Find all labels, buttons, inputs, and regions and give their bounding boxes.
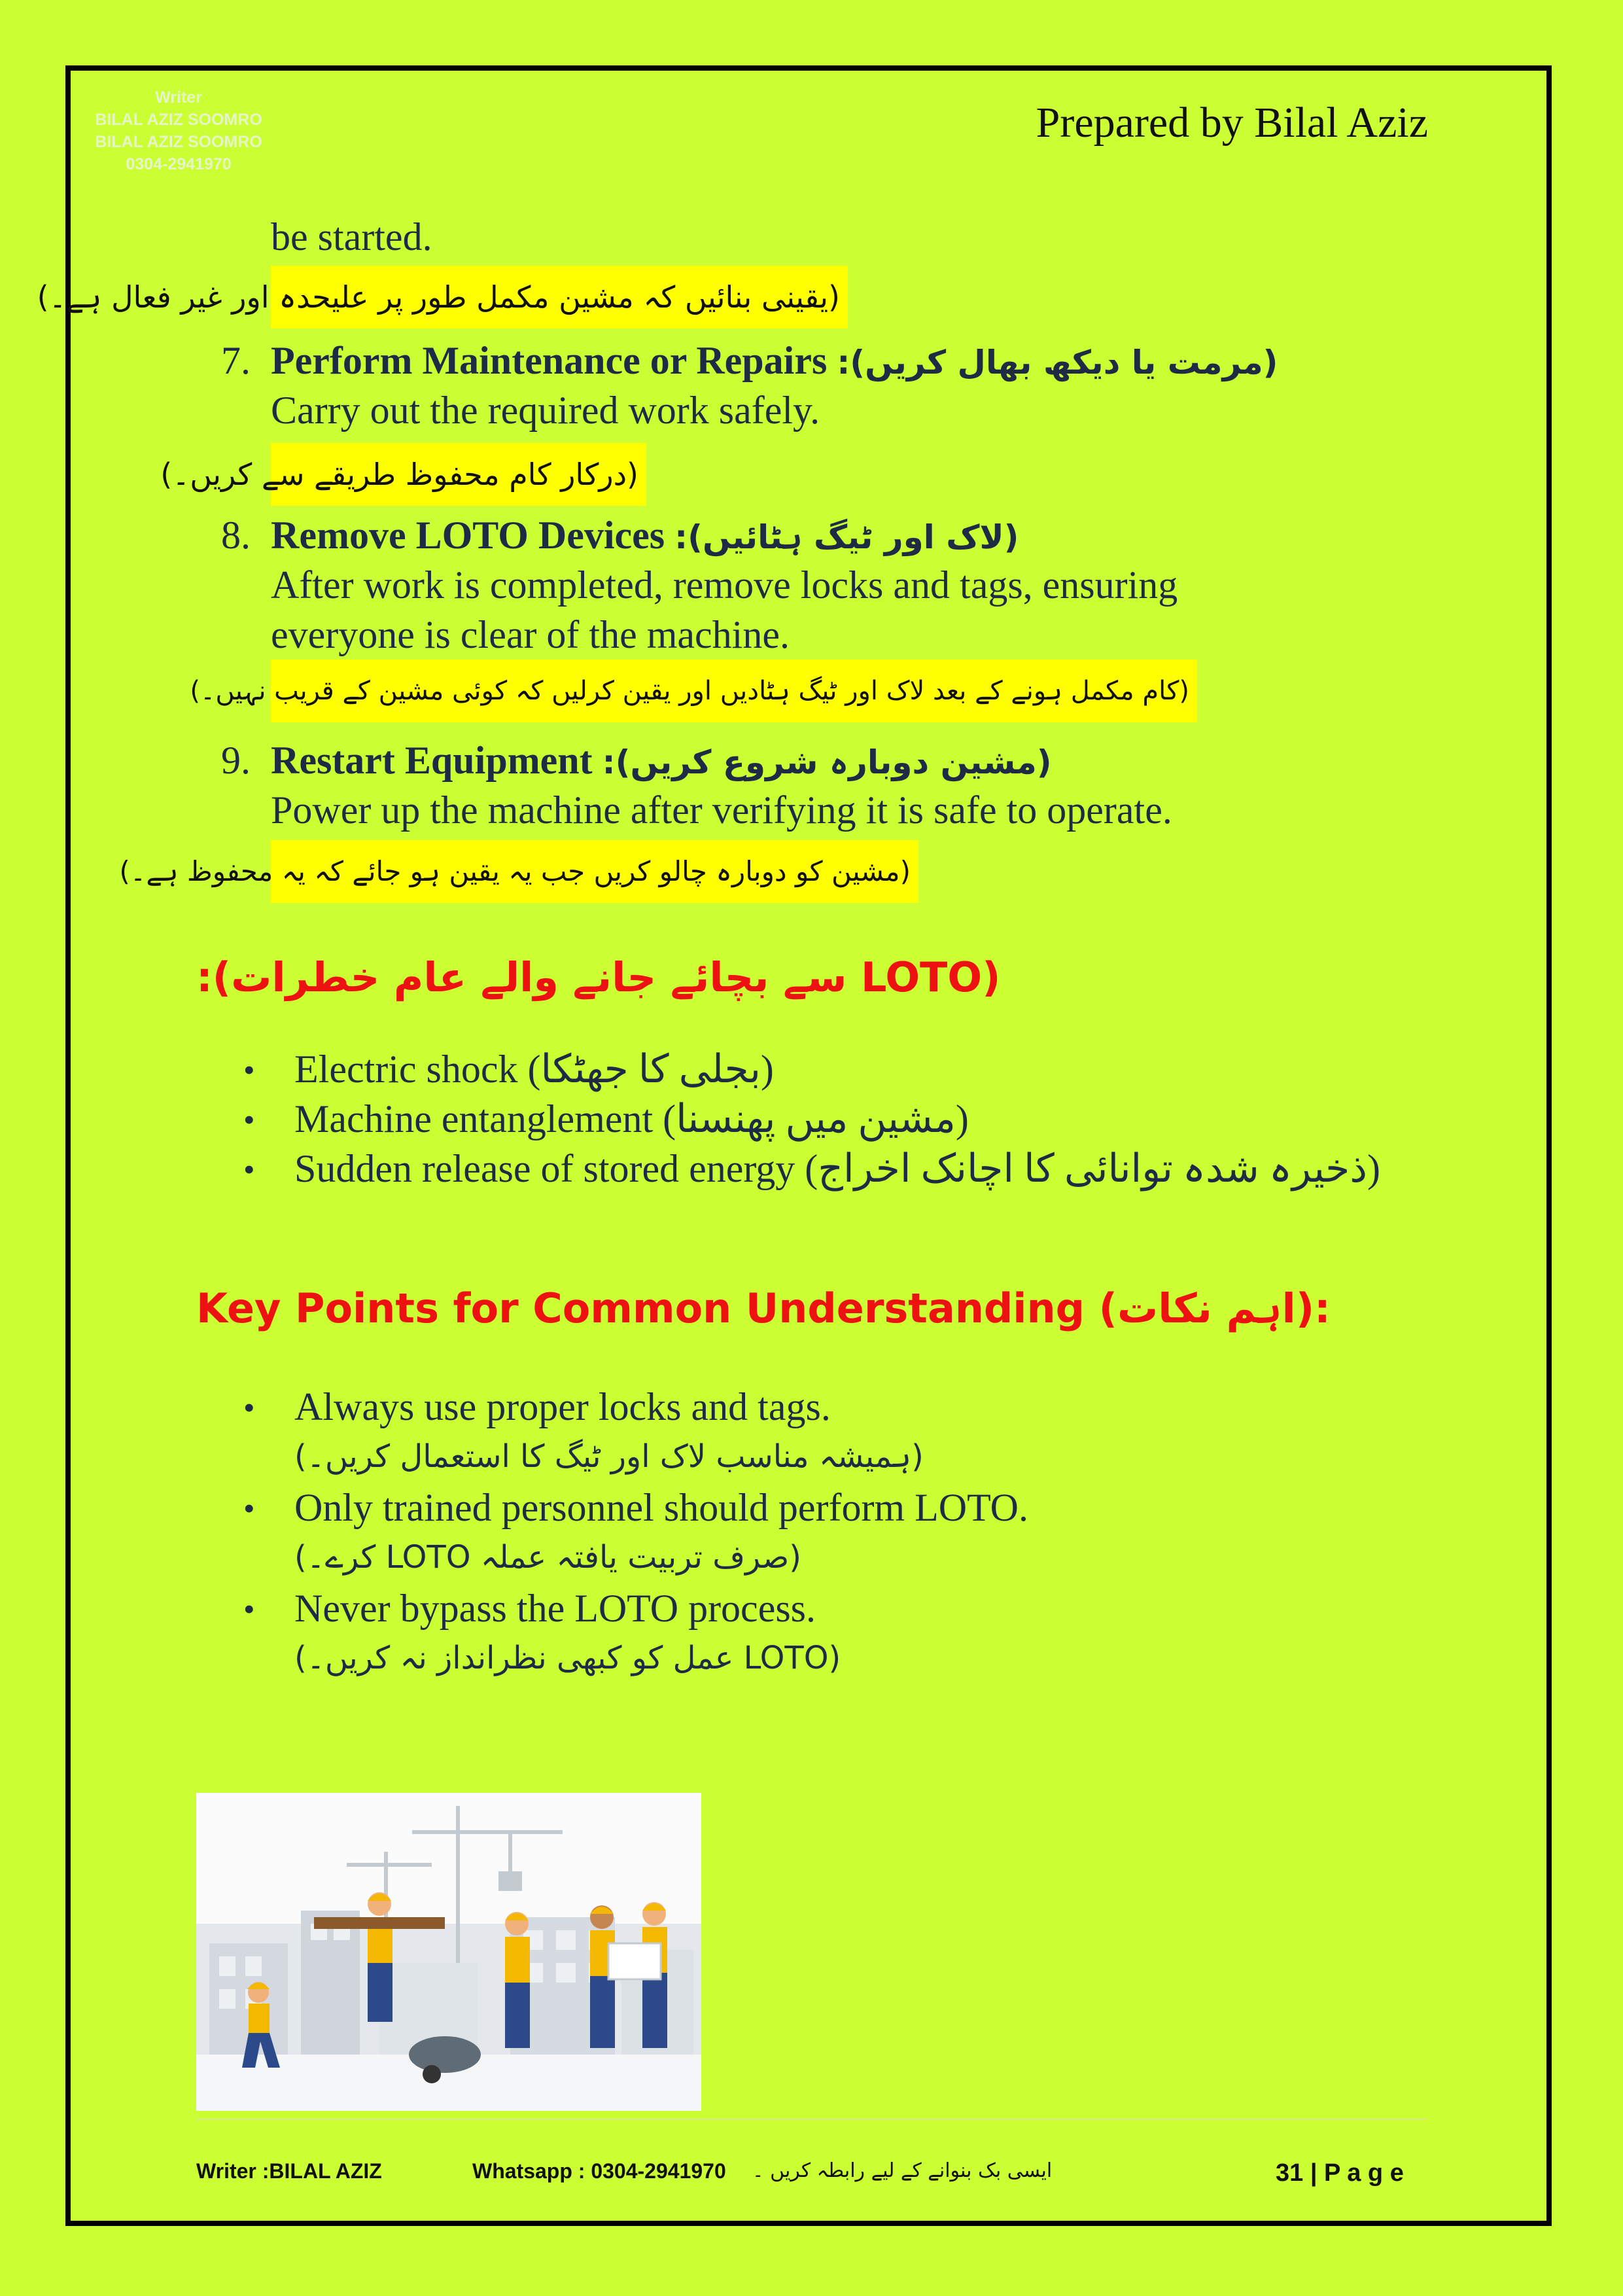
step-continuation-text: be started. bbox=[271, 215, 432, 258]
footer-contact-urdu: ایسی بک بنوانے کے لیے رابطہ کریں ۔ bbox=[752, 2159, 1053, 2182]
key-point-en: Never bypass the LOTO process. bbox=[294, 1587, 816, 1630]
hazard-item: Sudden release of stored energy (ذخیرہ شدہ توانائی کا اچانک اخراج) bbox=[294, 1147, 1380, 1190]
step-7-urdu: (درکار کام محفوظ طریقے سے کریں۔) bbox=[271, 443, 646, 506]
step-8-urdu: (کام مکمل ہونے کے بعد لاک اور ٹیگ ہٹادیں اور یقین کرلیں کہ کوئی مشین کے قریب نہیں۔) bbox=[271, 660, 1197, 722]
key-point-ur: (LOTO عمل کو کبھی نظرانداز نہ کریں۔) bbox=[294, 1640, 841, 1676]
step-9-title: Restart Equipment (مشین دوبارہ شروع کریں): bbox=[271, 739, 1052, 782]
bullet-icon: • bbox=[243, 1389, 255, 1426]
key-point-en: Always use proper locks and tags. bbox=[294, 1385, 831, 1428]
page-number: 31 | P a g e bbox=[1276, 2159, 1404, 2187]
step-8-description-line-2: everyone is clear of the machine. bbox=[271, 613, 790, 656]
bullet-icon: • bbox=[243, 1101, 255, 1138]
step-8-number: 8. bbox=[221, 514, 251, 557]
bullet-icon: • bbox=[243, 1591, 255, 1627]
step-continuation-urdu: (یقینی بنائیں کہ مشین مکمل طور پر علیحدہ اور غیر فعال ہے۔) bbox=[271, 266, 848, 328]
footer-whatsapp: Whatsapp : 0304-2941970 bbox=[472, 2159, 726, 2183]
key-point-en: Only trained personnel should perform LOTO. bbox=[294, 1486, 1028, 1529]
construction-workers-illustration bbox=[196, 1793, 701, 2111]
step-7-number: 7. bbox=[221, 339, 251, 382]
key-point-ur: (صرف تربیت یافتہ عملہ LOTO کرے۔) bbox=[294, 1539, 802, 1576]
step-7-title: Perform Maintenance or Repairs (مرمت یا دیکھ بھال کریں): bbox=[271, 339, 1278, 382]
key-point-ur: (ہمیشہ مناسب لاک اور ٹیگ کا استعمال کریں۔) bbox=[294, 1438, 924, 1475]
step-9-description: Power up the machine after verifying it is safe to operate. bbox=[271, 788, 1172, 832]
prepared-by: Prepared by Bilal Aziz bbox=[1036, 99, 1428, 147]
bullet-icon: • bbox=[243, 1051, 255, 1088]
step-8-title: Remove LOTO Devices (لاک اور ٹیگ ہٹائیں): bbox=[271, 514, 1019, 557]
step-7-description: Carry out the required work safely. bbox=[271, 389, 820, 432]
footer-divider bbox=[196, 2119, 1427, 2120]
writer-watermark: Writer BILAL AZIZ SOOMRO BILAL AZIZ SOOMRO 0304-2941970 bbox=[95, 88, 262, 173]
step-8-description-line-1: After work is completed, remove locks and tags, ensuring bbox=[271, 563, 1178, 607]
step-9-urdu: (مشین کو دوبارہ چالو کریں جب یہ یقین ہو جائے کہ یہ محفوظ ہے۔) bbox=[271, 840, 918, 903]
key-points-heading: Key Points for Common Understanding (اہم نکات): bbox=[196, 1284, 1331, 1332]
bullet-icon: • bbox=[243, 1151, 255, 1188]
bullet-icon: • bbox=[243, 1490, 255, 1527]
hazard-item: Machine entanglement (مشین میں پھنسنا) bbox=[294, 1097, 969, 1140]
footer-writer: Writer :BILAL AZIZ bbox=[196, 2159, 382, 2183]
hazard-item: Electric shock (بجلی کا جھٹکا) bbox=[294, 1048, 774, 1091]
hazards-heading: (LOTO سے بچائے جانے والے عام خطرات): bbox=[196, 953, 1001, 1001]
workers-illustration-svg bbox=[196, 1793, 701, 2111]
step-9-number: 9. bbox=[221, 739, 251, 782]
